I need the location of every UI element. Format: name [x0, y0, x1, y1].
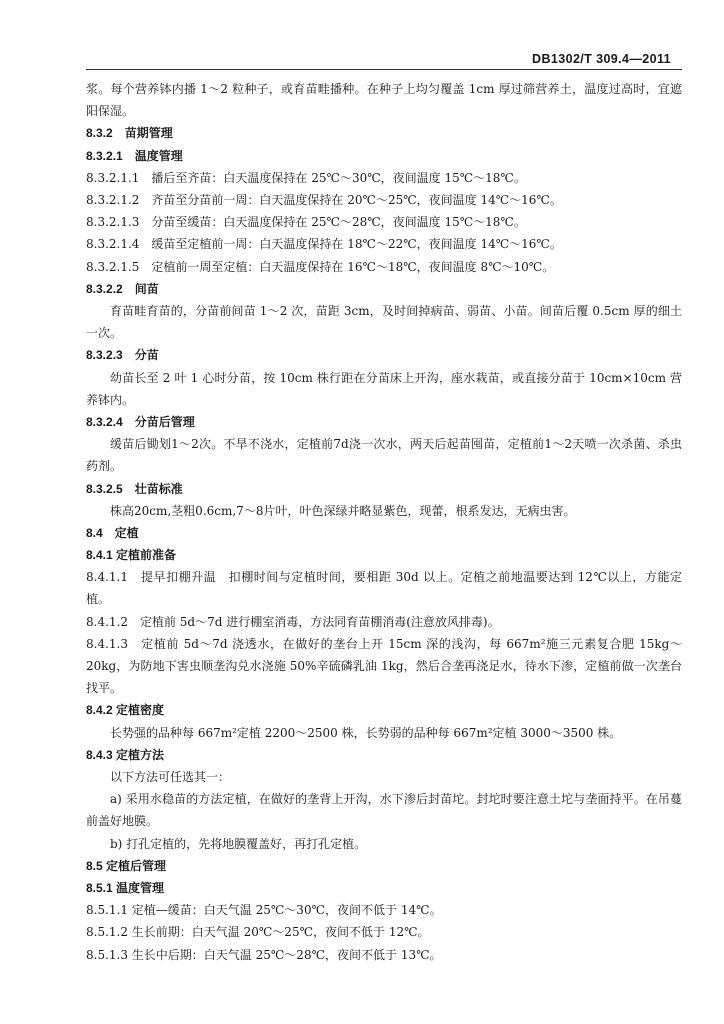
heading-8-5: 8.5 定植后管理	[86, 858, 167, 873]
heading-8-3-2-3: 8.3.2.3 分苗	[86, 348, 159, 363]
heading-8-3-2-5: 8.3.2.5 壮苗标准	[86, 481, 183, 496]
document-body	[86, 78, 682, 966]
item-8-3-2-1-1: 8.3.2.1.1 播后至齐苗：白天温度保持在 25℃～30℃，夜间温度 15℃～18℃。	[86, 170, 526, 185]
paragraph-8-4-3-intro: 以下方法可任选其一：	[110, 770, 231, 785]
paragraph-8-4-2: 长势强的品种每 667m²定植 2200～2500 株，长势弱的品种每 667m²定植 3000～3500 株。	[110, 725, 622, 740]
heading-8-3-2: 8.3.2 苗期管理	[86, 126, 173, 141]
heading-8-4-3: 8.4.3 定植方法	[86, 747, 165, 762]
paragraph-8-4-1-3: 8.4.1.3 定植前 5d～7d 浇透水，在做好的垄台上开 15cm 深的浅沟，每 667m²施三元素复合肥 15kg～20kg，为防地下害虫顺垄沟兑水浇施 50%辛硫磷乳油 1kg，然后合垄再浇足水，待水下渗，定植前做一次垄台找平。	[86, 636, 682, 696]
heading-8-4: 8.4 定植	[86, 525, 139, 540]
paragraph-8-3-2-2: 育苗畦育苗的，分苗前间苗 1～2 次，苗距 3cm，及时间掉病苗、弱苗、小苗。间苗后覆 0.5cm 厚的细土一次。	[86, 303, 682, 341]
heading-8-3-2-1: 8.3.2.1 温度管理	[86, 148, 183, 163]
paragraph-intro: 浆。每个营养钵内播 1～2 粒种子，或育苗畦播种。在种子上均匀覆盖 1cm 厚过筛营养土，温度过高时，宜遮阳保湿。	[86, 82, 682, 119]
item-8-5-1-1: 8.5.1.1 定植—缓苗：白天气温 25℃～30℃，夜间不低于 14℃。	[86, 903, 442, 918]
item-8-3-2-1-5: 8.3.2.1.5 定植前一周至定植：白天温度保持在 16℃～18℃，夜间温度 8℃～10℃。	[86, 259, 555, 274]
item-8-5-1-3: 8.5.1.3 生长中后期：白天气温 25℃～28℃，夜间不低于 13℃。	[86, 947, 442, 962]
item-8-3-2-1-3: 8.3.2.1.3 分苗至缓苗：白天温度保持在 25℃～28℃，夜间温度 15℃～18℃。	[86, 215, 526, 230]
item-8-3-2-1-4: 8.3.2.1.4 缓苗至定植前一周：白天温度保持在 18℃～22℃，夜间温度 14℃～16℃。	[86, 237, 562, 252]
heading-8-4-2: 8.4.2 定植密度	[86, 703, 165, 718]
heading-8-5-1: 8.5.1 温度管理	[86, 881, 165, 896]
paragraph-8-3-2-3: 幼苗长至 2 叶 1 心时分苗，按 10cm 株行距在分苗床上开沟，座水栽苗，或直接分苗于 10cm×10cm 营养钵内。	[86, 370, 682, 407]
paragraph-8-3-2-5: 株高20cm,茎粗0.6cm,7～8片叶，叶色深绿并略显紫色，现蕾，根系发达，无病虫害。	[110, 503, 576, 518]
paragraph-8-3-2-4: 缓苗后锄划1～2次。不旱不浇水，定植前7d浇一次水，两天后起苗囤苗，定植前1～2天喷一次杀菌、杀虫药剂。	[86, 437, 682, 474]
paragraph-8-4-1-2: 8.4.1.2 定植前 5d～7d 进行棚室消毒，方法同育苗棚消毒(注意放风排毒)。	[86, 614, 500, 629]
list-item-b: b) 打孔定植的，先将地膜覆盖好，再打孔定植。	[110, 836, 367, 851]
heading-8-4-1: 8.4.1 定植前准备	[86, 548, 177, 563]
heading-8-3-2-4: 8.3.2.4 分苗后管理	[86, 414, 195, 429]
standard-code: DB1302/T 309.4—2011	[532, 52, 671, 66]
paragraph-8-4-1-1: 8.4.1.1 提早扣棚升温 扣棚时间与定植时间，要相距 30d 以上。定植之前地温要达到 12℃以上，方能定植。	[86, 570, 682, 607]
header-divider	[86, 69, 682, 70]
heading-8-3-2-2: 8.3.2.2 间苗	[86, 281, 159, 296]
item-8-5-1-2: 8.5.1.2 生长前期：白天气温 20℃～25℃，夜间不低于 12℃。	[86, 925, 430, 940]
item-8-3-2-1-2: 8.3.2.1.2 齐苗至分苗前一周：白天温度保持在 20℃～25℃，夜间温度 14℃～16℃。	[86, 192, 562, 207]
list-item-a: a) 采用水稳苗的方法定植，在做好的垄背上开沟，水下渗后封苗坨。封坨时要注意土坨与垄面持平。在吊蔓前盖好地膜。	[86, 792, 682, 829]
